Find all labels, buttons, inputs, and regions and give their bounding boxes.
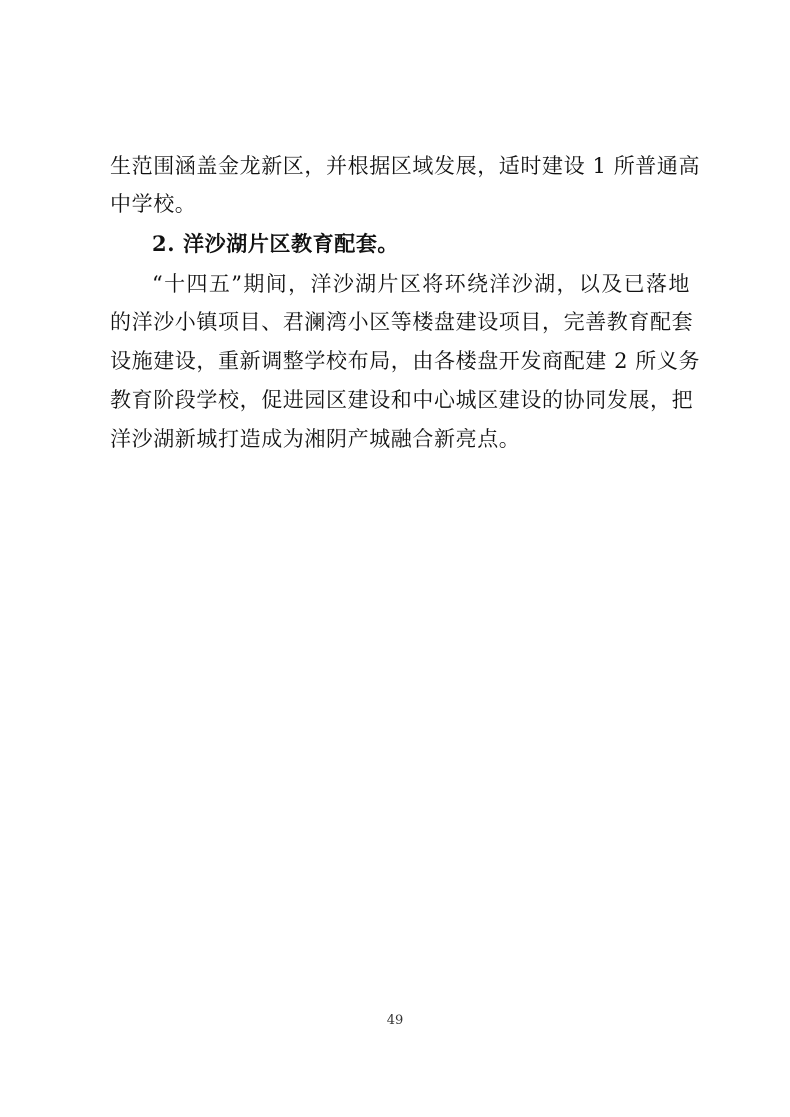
paragraph-line-2: 中学校。 bbox=[110, 192, 197, 216]
paragraph-line-5: 设施建设，重新调整学校布局，由各楼盘开发商配建 2 所义务 bbox=[110, 349, 701, 373]
paragraph-line-6: 教育阶段学校，促进园区建设和中心城区建设的协同发展，把 bbox=[110, 388, 694, 412]
paragraph-line-3: “十四五”期间，洋沙湖片区将环绕洋沙湖，以及已落地 bbox=[152, 272, 690, 296]
paragraph-line-4: 的洋沙小镇项目、君澜湾小区等楼盘建设项目，完善教育配套 bbox=[110, 310, 694, 334]
paragraph-line-1: 生范围涵盖金龙新区，并根据区域发展，适时建设 1 所普通高 bbox=[110, 154, 701, 178]
paragraph-line-7: 洋沙湖新城打造成为湘阴产城融合新亮点。 bbox=[110, 427, 521, 451]
section-heading: 2. 洋沙湖片区教育配套。 bbox=[152, 231, 400, 256]
page-number: 49 bbox=[386, 1013, 404, 1028]
